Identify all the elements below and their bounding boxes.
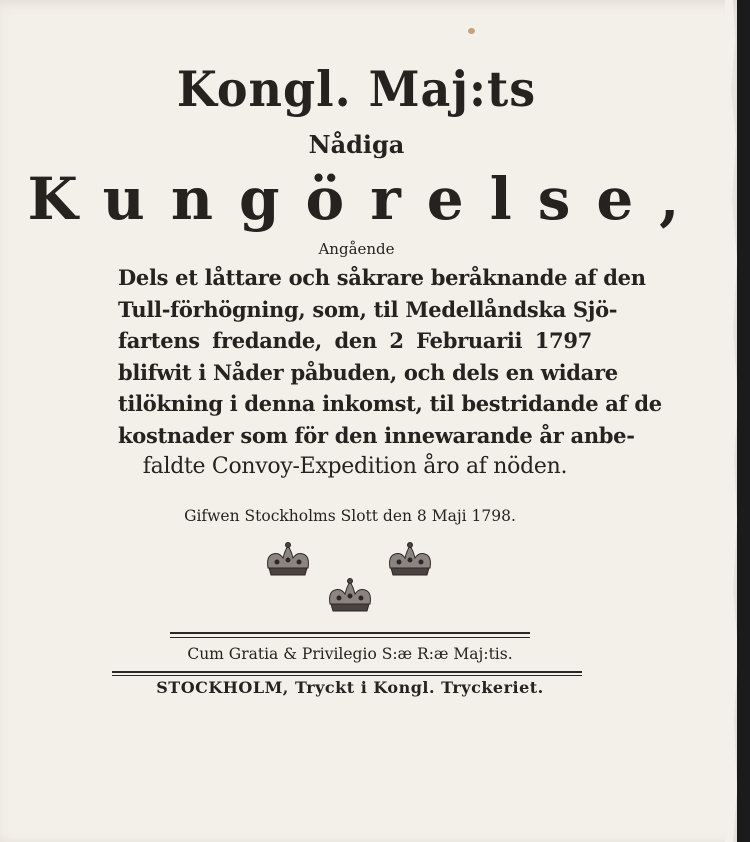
proclamation-body [118, 262, 662, 483]
subtitle-concerning: Angående [318, 240, 395, 258]
body-line: blifwit i Nåder påbuden, och dels en widare [118, 359, 618, 385]
body-line: tilökning i denna inkomst, til bestridande af de [118, 391, 662, 416]
body-line: kostnader som för den innewarande år anbe- [118, 422, 635, 448]
rule-line [112, 671, 582, 673]
rule-line [112, 675, 582, 676]
rule-line [170, 637, 530, 638]
crown-icon [385, 542, 435, 578]
printer-imprint: STOCKHOLM, Tryckt i Kongl. Tryckeriet. [156, 678, 544, 697]
torn-edge [725, 0, 737, 842]
rule-line [170, 632, 530, 634]
title-majesty: Kongl. Maj:ts [176, 60, 537, 118]
title-gracious: Nådiga [308, 130, 405, 159]
given-at-line: Gifwen Stockholms Slott den 8 Maji 1798. [184, 507, 516, 525]
title-proclamation: Kungörelse, [27, 165, 706, 233]
crown-icon [325, 578, 375, 614]
body-line: Tull-förhögning, som, til Medellåndska Sjö- [118, 296, 618, 322]
body-line: fartens fredande, den 2 Februarii 1797 [118, 328, 592, 353]
crown-icon [263, 542, 313, 578]
privilege-line: Cum Gratia & Privilegio S:æ R:æ Maj:tis. [187, 645, 513, 663]
ink-stain [468, 28, 475, 34]
body-line: Dels et låttare och såkrare beråknande af den [118, 265, 646, 290]
body-line: faldte Convoy-Expedition åro af nöden. [142, 454, 568, 479]
